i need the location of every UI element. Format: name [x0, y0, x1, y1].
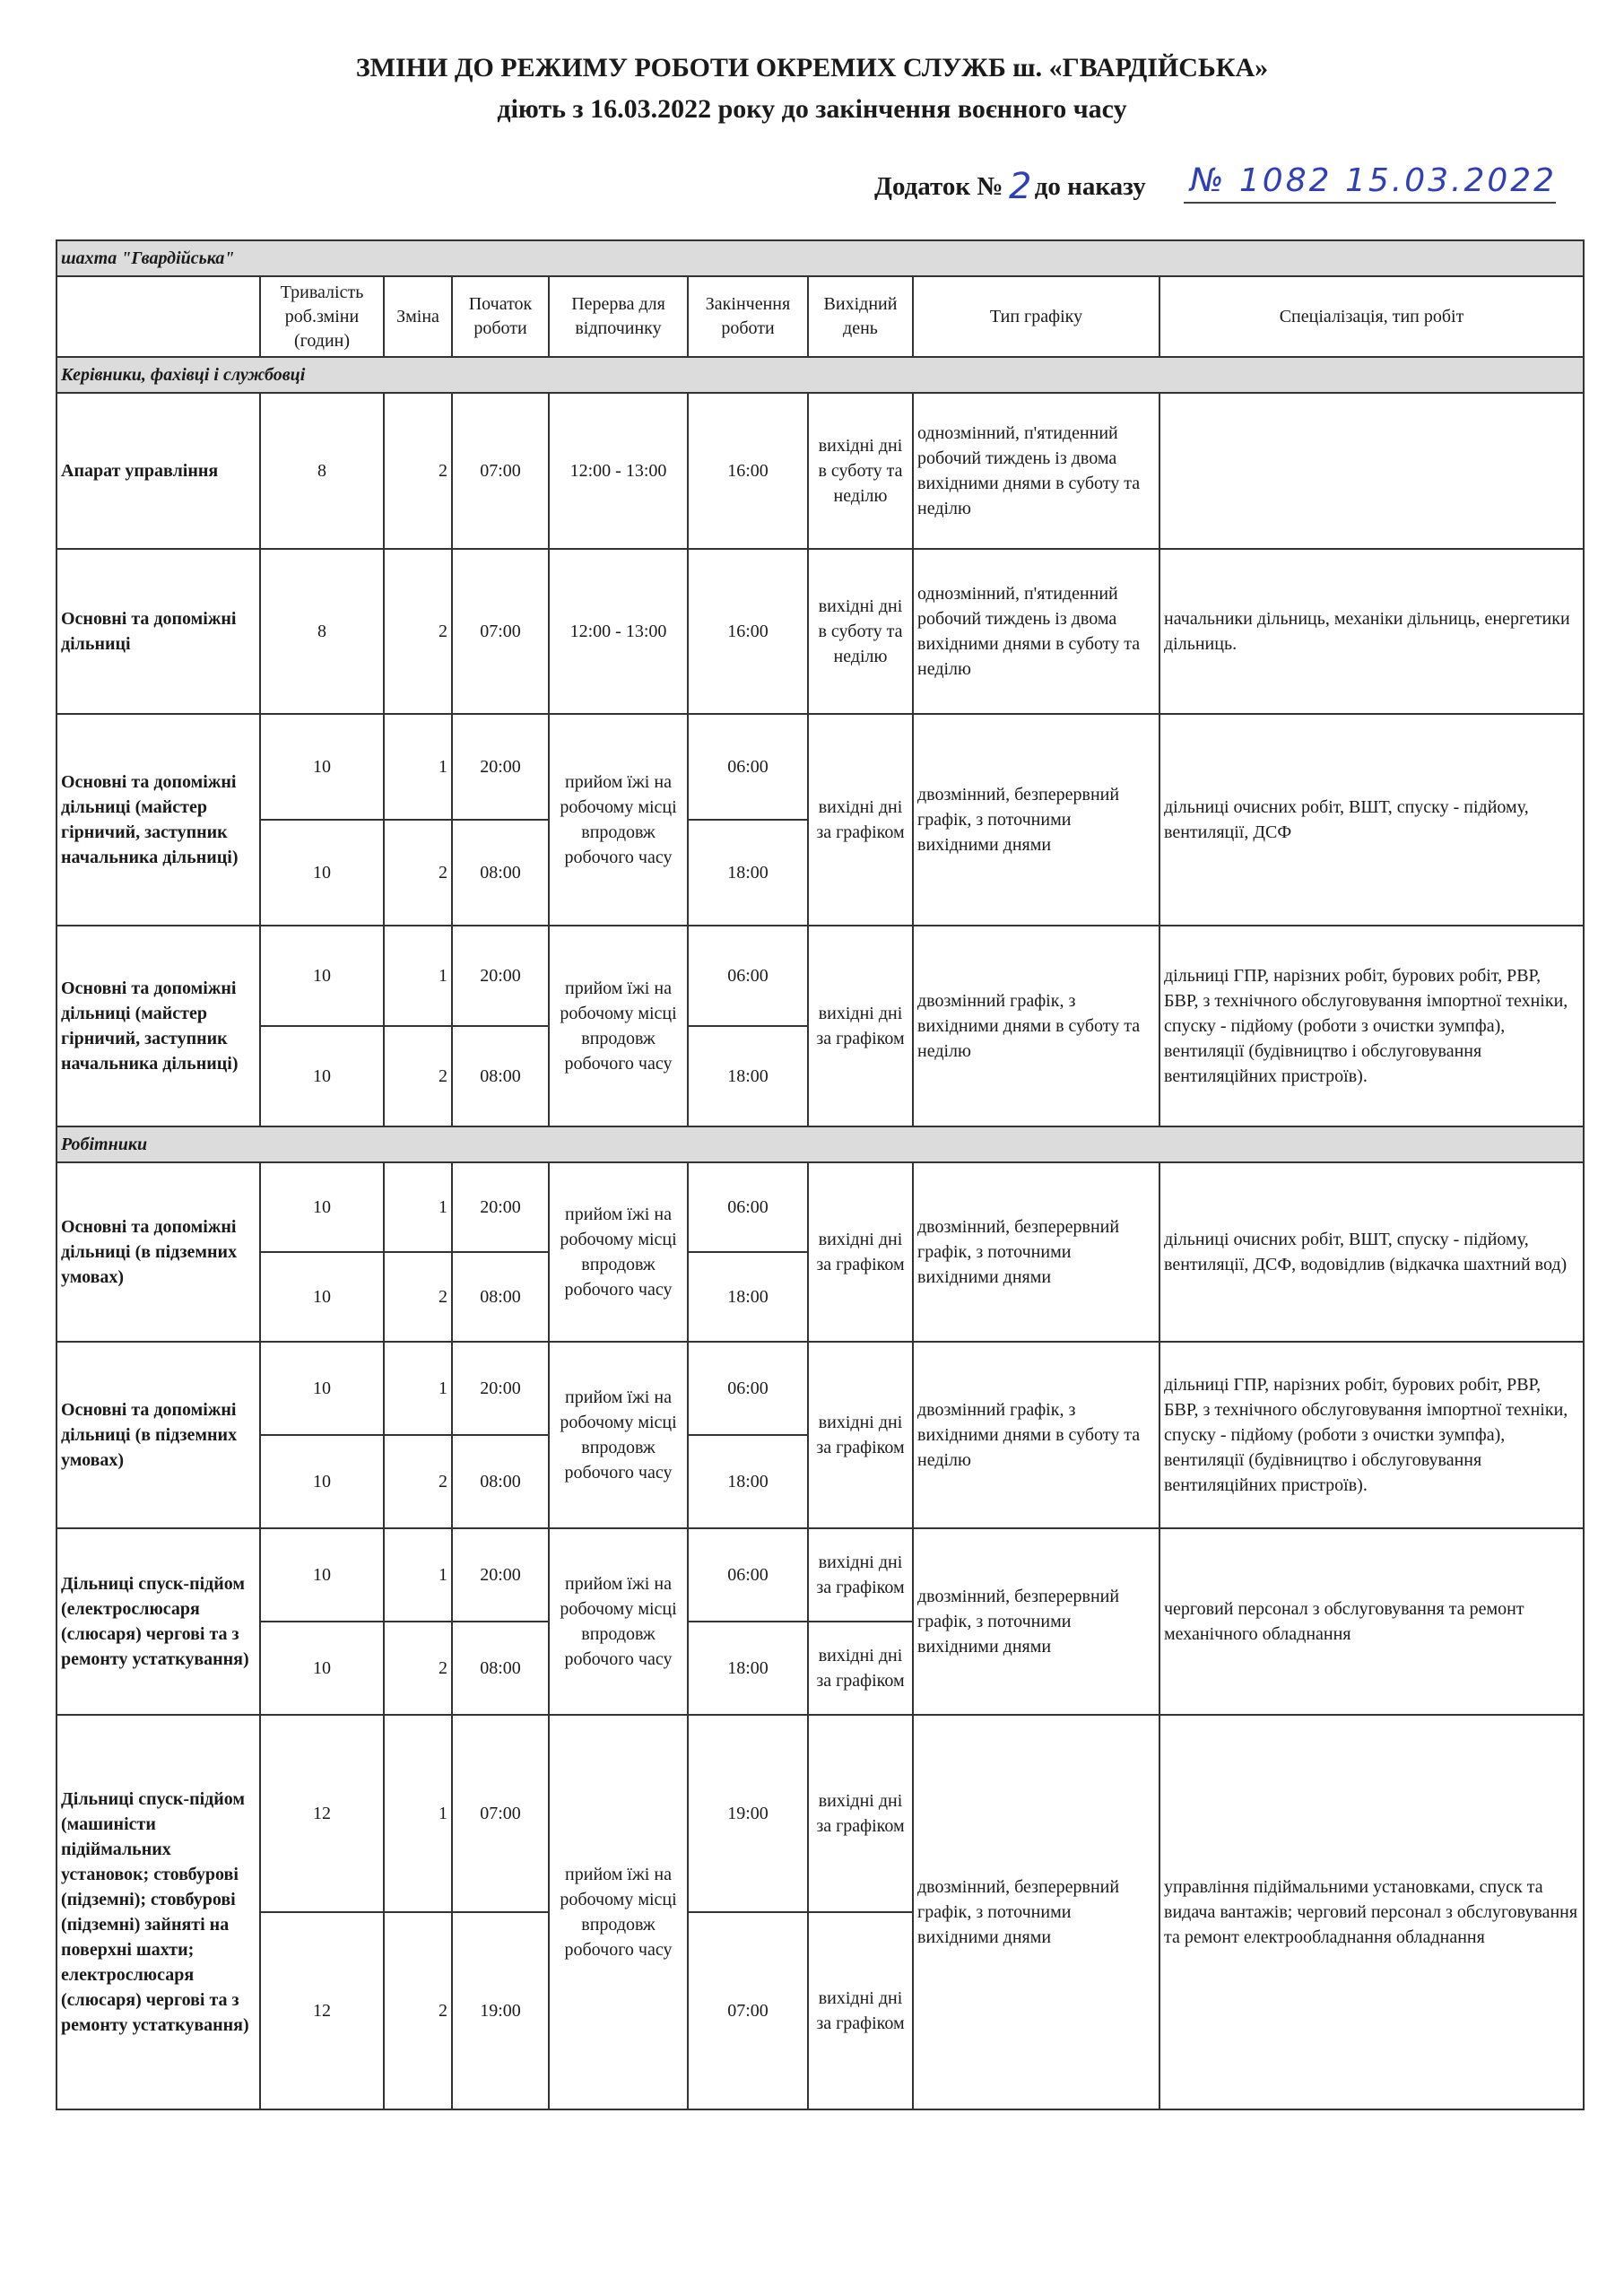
table-row [56, 1715, 1584, 1912]
header-shift: Зміна [384, 276, 452, 357]
cell-break: прийом їжі на робочому місці впродовж робочого часу [549, 926, 688, 1126]
cell-specialization: начальники дільниць, механіки дільниць, енергетики дільниць. [1159, 549, 1584, 714]
row-name: Основні та допоміжні дільниці (в підземних умовах) [56, 1162, 260, 1342]
section-managers: Керівники, фахівці і службовці [56, 357, 1584, 393]
row-name: Основні та допоміжні дільниці (майстер гірничий, заступник начальника дільниці) [56, 714, 260, 926]
cell-schedule-type: двозмінний графік, з вихідними днями в суботу та неділю [913, 1342, 1159, 1528]
addendum-suffix: до наказу [1028, 172, 1146, 201]
cell-shift: 2 [384, 1026, 452, 1126]
signature-underline [1184, 202, 1556, 204]
cell-day-off: вихідні дні в суботу та неділю [808, 393, 913, 549]
cell-start: 19:00 [452, 1912, 549, 2109]
section-workers: Робітники [56, 1126, 1584, 1162]
cell-day-off: вихідні дні за графіком [808, 926, 913, 1126]
cell-hours: 10 [260, 1026, 384, 1126]
cell-break: прийом їжі на робочому місці впродовж робочого часу [549, 1528, 688, 1715]
table-row [56, 1528, 1584, 1622]
handwritten-order-reference: № 1082 15.03.2022 [1190, 162, 1558, 199]
cell-specialization: дільниці ГПР, нарізних робіт, бурових робіт, РВР, БВР, з технічного обслуговування імпортної техніки, спуску - підйому (роботи з очистки зумпфа), вентиляції (будівництво і обслуговування вентиляційних пристроїв). [1159, 1342, 1584, 1528]
cell-shift: 1 [384, 1528, 452, 1622]
cell-start: 07:00 [452, 1715, 549, 1912]
table-row [56, 549, 1584, 714]
cell-start: 08:00 [452, 1622, 549, 1715]
mine-label: шахта "Гвардійська" [56, 240, 1584, 276]
cell-start: 20:00 [452, 714, 549, 820]
cell-shift: 2 [384, 1435, 452, 1528]
cell-schedule-type: однозмінний, п'ятиденний робочий тиждень із двома вихідними днями в суботу та неділю [913, 549, 1159, 714]
cell-shift: 2 [384, 393, 452, 549]
cell-day-off: вихідні дні за графіком [808, 1162, 913, 1342]
table-row [56, 393, 1584, 549]
cell-end: 18:00 [688, 820, 808, 926]
cell-schedule-type: двозмінний, безперервний графік, з поточними вихідними днями [913, 1715, 1159, 2109]
cell-specialization: управління підіймальними установками, спуск та видача вантажів; черговий персонал з обслуговування та ремонт електрообладнання обладнання [1159, 1715, 1584, 2109]
table-row [56, 926, 1584, 1026]
addendum-prefix: Додаток № [874, 172, 1003, 201]
cell-specialization: дільниці очисних робіт, ВШТ, спуску - підйому, вентиляції, ДСФ, водовідлив (відкачка шахтний вод) [1159, 1162, 1584, 1342]
cell-day-off: вихідні дні в суботу та неділю [808, 549, 913, 714]
cell-hours: 12 [260, 1912, 384, 2109]
table-row [56, 1342, 1584, 1435]
cell-shift: 1 [384, 1715, 452, 1912]
cell-shift: 2 [384, 1912, 452, 2109]
cell-end: 16:00 [688, 393, 808, 549]
table-header [56, 276, 1584, 357]
document-title: ЗМІНИ ДО РЕЖИМУ РОБОТИ ОКРЕМИХ СЛУЖБ ш. «ГВАРДІЙСЬКА» [355, 53, 1269, 83]
cell-schedule-type: двозмінний графік, з вихідними днями в суботу та неділю [913, 926, 1159, 1126]
cell-end: 06:00 [688, 1162, 808, 1252]
cell-shift: 2 [384, 549, 452, 714]
cell-shift: 1 [384, 1342, 452, 1435]
cell-day-off: вихідні дні за графіком [808, 1528, 913, 1622]
cell-end: 06:00 [688, 926, 808, 1026]
cell-end: 18:00 [688, 1026, 808, 1126]
cell-schedule-type: двозмінний, безперервний графік, з поточними вихідними днями [913, 714, 1159, 926]
cell-end: 06:00 [688, 1528, 808, 1622]
cell-schedule-type: двозмінний, безперервний графік, з поточними вихідними днями [913, 1528, 1159, 1715]
table-row [56, 714, 1584, 820]
cell-start: 07:00 [452, 393, 549, 549]
cell-hours: 10 [260, 1622, 384, 1715]
cell-day-off: вихідні дні за графіком [808, 714, 913, 926]
cell-end: 19:00 [688, 1715, 808, 1912]
cell-end: 18:00 [688, 1252, 808, 1342]
cell-break: 12:00 - 13:00 [549, 549, 688, 714]
cell-shift: 1 [384, 1162, 452, 1252]
cell-hours: 10 [260, 1252, 384, 1342]
header-break: Перерва для відпочинку [549, 276, 688, 357]
cell-start: 20:00 [452, 1342, 549, 1435]
cell-start: 08:00 [452, 1435, 549, 1528]
header-schedule-type: Тип графіку [913, 276, 1159, 357]
cell-end: 18:00 [688, 1622, 808, 1715]
cell-hours: 10 [260, 820, 384, 926]
header-day-off: Вихідний день [808, 276, 913, 357]
addendum-number: 2 [1009, 166, 1032, 207]
cell-shift: 2 [384, 820, 452, 926]
cell-start: 08:00 [452, 1026, 549, 1126]
row-name: Апарат управління [56, 393, 260, 549]
cell-specialization: дільниці очисних робіт, ВШТ, спуску - підйому, вентиляції, ДСФ [1159, 714, 1584, 926]
cell-day-off: вихідні дні за графіком [808, 1912, 913, 2109]
table-row [56, 1162, 1584, 1252]
cell-break: прийом їжі на робочому місці впродовж робочого часу [549, 714, 688, 926]
cell-hours: 10 [260, 1162, 384, 1252]
cell-hours: 10 [260, 714, 384, 820]
cell-hours: 10 [260, 1342, 384, 1435]
cell-start: 20:00 [452, 926, 549, 1026]
cell-break: 12:00 - 13:00 [549, 393, 688, 549]
work-schedule-table [56, 239, 1585, 2110]
cell-end: 06:00 [688, 1342, 808, 1435]
cell-hours: 8 [260, 549, 384, 714]
cell-day-off: вихідні дні за графіком [808, 1622, 913, 1715]
row-name: Основні та допоміжні дільниці (майстер гірничий, заступник начальника дільниці) [56, 926, 260, 1126]
cell-break: прийом їжі на робочому місці впродовж робочого часу [549, 1342, 688, 1528]
cell-shift: 1 [384, 926, 452, 1026]
cell-hours: 10 [260, 926, 384, 1026]
cell-break: прийом їжі на робочому місці впродовж робочого часу [549, 1162, 688, 1342]
cell-start: 08:00 [452, 820, 549, 926]
cell-day-off: вихідні дні за графіком [808, 1342, 913, 1528]
cell-start: 07:00 [452, 549, 549, 714]
cell-shift: 2 [384, 1252, 452, 1342]
cell-start: 08:00 [452, 1252, 549, 1342]
cell-hours: 10 [260, 1435, 384, 1528]
document-subtitle: діють з 16.03.2022 року до закінчення воєнного часу [497, 94, 1127, 124]
cell-specialization: черговий персонал з обслуговування та ремонт механічного обладнання [1159, 1528, 1584, 1715]
cell-specialization [1159, 393, 1584, 549]
row-name: Основні та допоміжні дільниці (в підземних умовах) [56, 1342, 260, 1528]
cell-start: 20:00 [452, 1162, 549, 1252]
header-end: Закінчення роботи [688, 276, 808, 357]
cell-shift: 2 [384, 1622, 452, 1715]
cell-end: 16:00 [688, 549, 808, 714]
header-empty [56, 276, 260, 357]
cell-hours: 12 [260, 1715, 384, 1912]
cell-start: 20:00 [452, 1528, 549, 1622]
row-name: Дільниці спуск-підйом (машиністи підіймальних установок; стовбурові (підземні); стовбурові (підземні) зайняті на поверхні шахти; електрослюсаря (слюсаря) чергові та з ремонту устаткування) [56, 1715, 260, 2109]
cell-schedule-type: двозмінний, безперервний графік, з поточними вихідними днями [913, 1162, 1159, 1342]
row-name: Основні та допоміжні дільниці [56, 549, 260, 714]
cell-shift: 1 [384, 714, 452, 820]
header-specialization: Спеціалізація, тип робіт [1159, 276, 1584, 357]
cell-end: 06:00 [688, 714, 808, 820]
cell-hours: 8 [260, 393, 384, 549]
cell-schedule-type: однозмінний, п'ятиденний робочий тиждень із двома вихідними днями в суботу та неділю [913, 393, 1159, 549]
cell-day-off: вихідні дні за графіком [808, 1715, 913, 1912]
cell-hours: 10 [260, 1528, 384, 1622]
cell-end: 07:00 [688, 1912, 808, 2109]
addendum-line [874, 162, 1574, 207]
header-duration: Тривалість роб.зміни (годин) [260, 276, 384, 357]
cell-break: прийом їжі на робочому місці впродовж робочого часу [549, 1715, 688, 2109]
header-start: Початок роботи [452, 276, 549, 357]
cell-specialization: дільниці ГПР, нарізних робіт, бурових робіт, РВР, БВР, з технічного обслуговування імпортної техніки, спуску - підйому (роботи з очистки зумпфа), вентиляції (будівництво і обслуговування вентиляційних пристроїв). [1159, 926, 1584, 1126]
cell-end: 18:00 [688, 1435, 808, 1528]
row-name: Дільниці спуск-підйом (електрослюсаря (слюсаря) чергові та з ремонту устаткування) [56, 1528, 260, 1715]
